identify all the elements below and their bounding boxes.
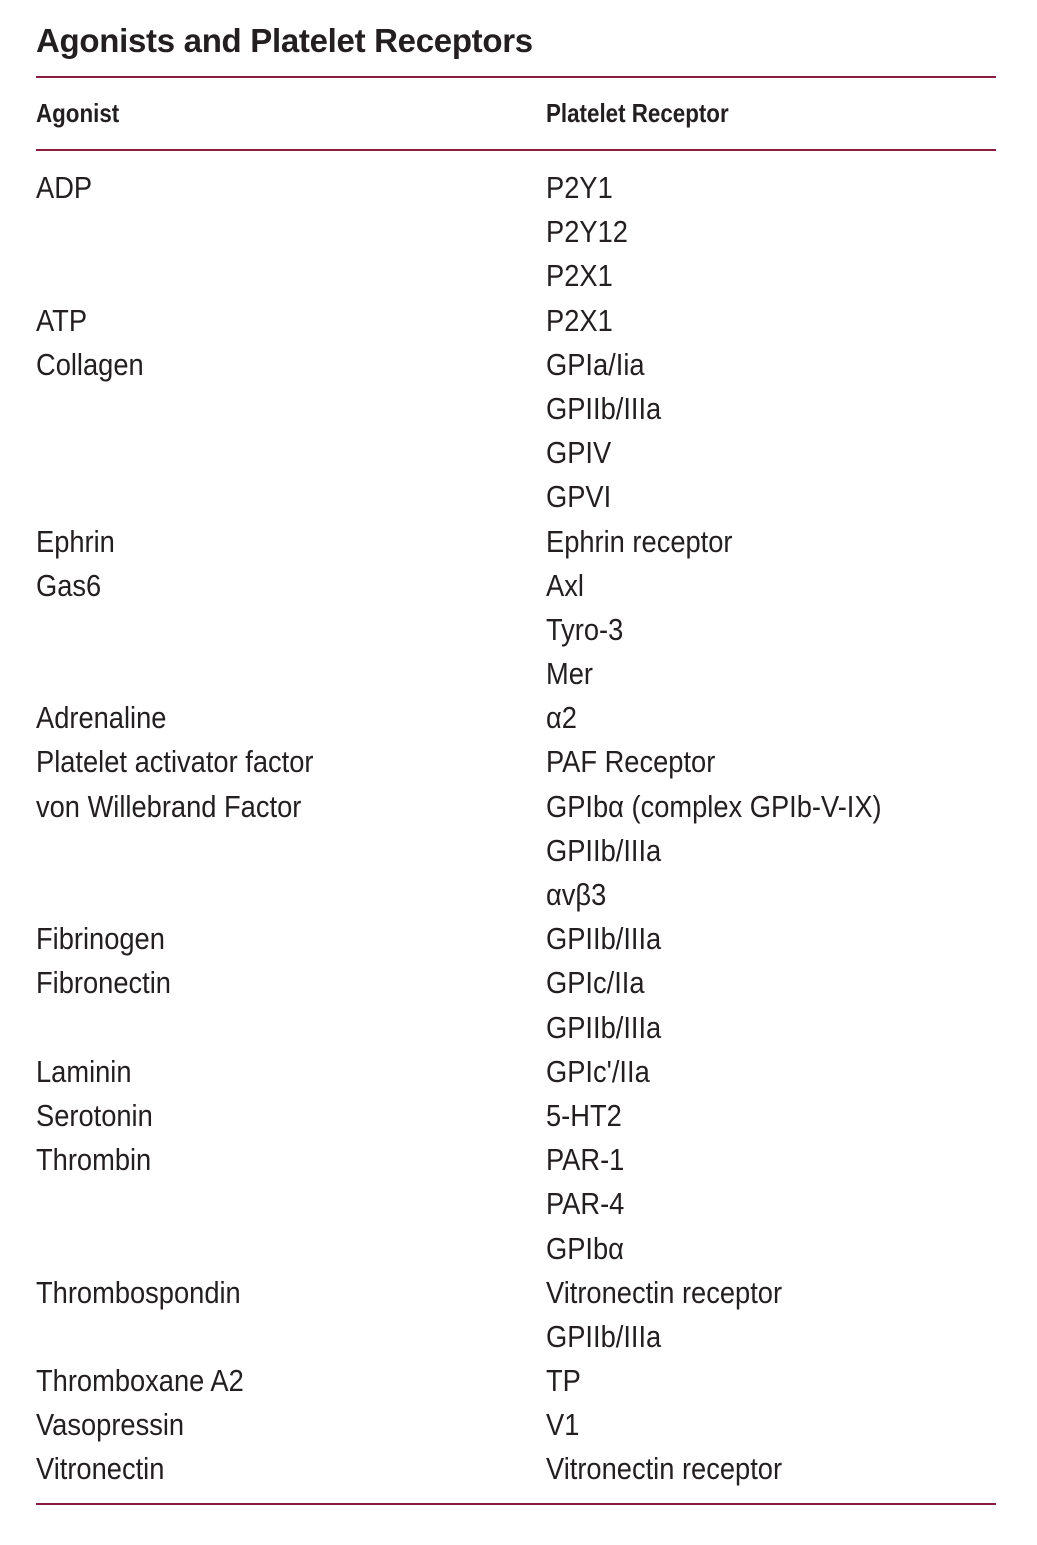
table-row bbox=[36, 961, 996, 1005]
agonist-cell: Serotonin bbox=[36, 1097, 153, 1133]
table-row bbox=[36, 696, 996, 740]
receptor-cell: GPIbα (complex GPIb-V-IX) bbox=[546, 788, 882, 824]
agonist-cell: Ephrin bbox=[36, 523, 115, 559]
table-row bbox=[36, 1359, 996, 1403]
table-row bbox=[36, 1447, 996, 1491]
receptor-cell: PAR-4 bbox=[546, 1186, 625, 1222]
table-row bbox=[36, 1403, 996, 1447]
table-row bbox=[36, 299, 996, 343]
agonist-cell: Thrombospondin bbox=[36, 1274, 241, 1310]
table-row bbox=[36, 652, 996, 696]
header-rule bbox=[36, 149, 996, 151]
table-row bbox=[36, 387, 996, 431]
table-row bbox=[36, 740, 996, 784]
agonist-cell: Fibrinogen bbox=[36, 921, 165, 957]
receptor-cell: GPIIb/IIIa bbox=[546, 1009, 662, 1045]
receptor-cell: GPVI bbox=[546, 479, 612, 515]
agonist-cell: Vasopressin bbox=[36, 1407, 185, 1443]
receptor-cell: GPIc'/IIa bbox=[546, 1053, 650, 1089]
table-body bbox=[36, 166, 996, 1492]
receptor-cell: PAR-1 bbox=[546, 1142, 625, 1178]
table-row bbox=[36, 829, 996, 873]
receptor-cell: GPIV bbox=[546, 435, 612, 471]
table-row bbox=[36, 1094, 996, 1138]
agonist-cell: Vitronectin bbox=[36, 1451, 165, 1487]
table-row bbox=[36, 1138, 996, 1182]
receptor-cell: P2Y1 bbox=[546, 170, 613, 205]
receptor-cell: GPIIb/IIIa bbox=[546, 832, 662, 868]
receptor-cell: αvβ3 bbox=[546, 877, 607, 912]
table-row bbox=[36, 785, 996, 829]
agonist-cell: Gas6 bbox=[36, 567, 102, 603]
table-row bbox=[36, 1227, 996, 1271]
receptor-cell: TP bbox=[546, 1363, 581, 1399]
receptor-cell: GPIIb/IIIa bbox=[546, 921, 662, 957]
table-title: Agonists and Platelet Receptors bbox=[36, 22, 533, 59]
table-row bbox=[36, 166, 996, 210]
agonist-cell: Fibronectin bbox=[36, 965, 171, 1001]
receptor-cell: Vitronectin receptor bbox=[546, 1451, 783, 1487]
agonist-cell: Adrenaline bbox=[36, 700, 167, 736]
agonist-cell: ADP bbox=[36, 170, 93, 205]
table-row bbox=[36, 343, 996, 387]
receptor-cell: Vitronectin receptor bbox=[546, 1274, 783, 1310]
agonist-cell: von Willebrand Factor bbox=[36, 788, 302, 824]
table-row bbox=[36, 254, 996, 298]
receptor-cell: P2Y12 bbox=[546, 214, 628, 250]
top-rule bbox=[36, 76, 996, 78]
table-row bbox=[36, 917, 996, 961]
table-row bbox=[36, 475, 996, 519]
receptor-cell: Ephrin receptor bbox=[546, 523, 733, 559]
table-row bbox=[36, 564, 996, 608]
table-row bbox=[36, 1271, 996, 1315]
receptor-cell: P2X1 bbox=[546, 302, 613, 338]
column-header-agonist: Agonist bbox=[36, 98, 120, 128]
table-row bbox=[36, 1006, 996, 1050]
table-row bbox=[36, 1182, 996, 1226]
receptor-cell: 5-HT2 bbox=[546, 1097, 622, 1133]
table-row bbox=[36, 520, 996, 564]
receptor-cell: GPIIb/IIIa bbox=[546, 1318, 662, 1354]
receptor-cell: P2X1 bbox=[546, 258, 613, 294]
receptor-cell: GPIIb/IIIa bbox=[546, 390, 662, 426]
bottom-rule bbox=[36, 1503, 996, 1505]
table-row bbox=[36, 431, 996, 475]
table-row bbox=[36, 608, 996, 652]
receptor-cell: Mer bbox=[546, 656, 593, 692]
table-row bbox=[36, 1050, 996, 1094]
column-header-receptor: Platelet Receptor bbox=[546, 98, 729, 128]
agonist-cell: Thromboxane A2 bbox=[36, 1363, 244, 1399]
table-row bbox=[36, 1315, 996, 1359]
receptor-cell: GPIbα bbox=[546, 1230, 624, 1266]
table-row bbox=[36, 873, 996, 917]
table-row bbox=[36, 210, 996, 254]
receptor-cell: PAF Receptor bbox=[546, 744, 716, 780]
agonist-cell: Collagen bbox=[36, 346, 144, 382]
agonist-cell: Laminin bbox=[36, 1053, 132, 1089]
receptor-cell: GPIc/IIa bbox=[546, 965, 645, 1001]
agonist-cell: ATP bbox=[36, 302, 88, 338]
receptor-cell: Axl bbox=[546, 567, 584, 603]
agonist-cell: Platelet activator factor bbox=[36, 744, 314, 780]
receptor-cell: Tyro-3 bbox=[546, 611, 624, 647]
receptor-cell: α2 bbox=[546, 700, 577, 736]
agonist-cell: Thrombin bbox=[36, 1142, 152, 1178]
receptor-cell: V1 bbox=[546, 1407, 580, 1443]
receptor-cell: GPIa/Iia bbox=[546, 346, 645, 382]
